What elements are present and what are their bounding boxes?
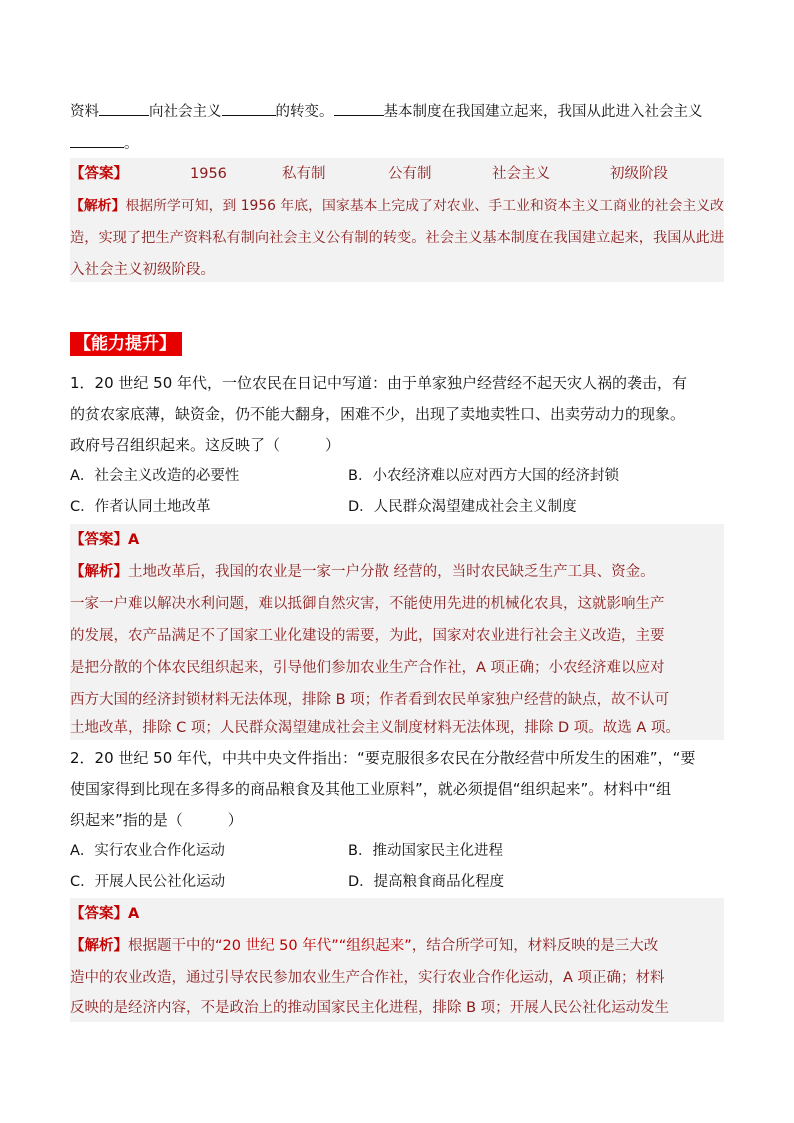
section-heading: 【能力提升】	[70, 332, 182, 356]
analysis-highlight: “20 世纪 50 年代”“组织起来”	[215, 938, 412, 954]
fill-blank	[222, 101, 276, 116]
q1-stem-line-1: 1．20 世纪 50 年代，一位农民在日记中写道：由于单家独户经营经不起天灾人祸的袭击，有	[70, 374, 688, 392]
q1-option-a: A．社会主义改造的必要性	[70, 468, 240, 484]
answer-item: 社会主义	[492, 166, 550, 182]
text-fragment: 的转变。	[275, 104, 334, 120]
q1-analysis-line-3: 的发展，农产品满足不了国家工业化建设的需要，为此，国家对农业进行社会主义改造，主要	[70, 628, 665, 644]
text-fragment: 向社会主义	[149, 104, 222, 120]
q1-analysis-line-1	[70, 562, 655, 582]
top-analysis-line-2: 造，实现了把生产资料私有制向社会主义公有制的转变。社会主义基本制度在我国建立起来，我国从此进	[70, 230, 725, 246]
q2-stem-line-2: 使国家得到比现在多得多的商品粮食及其他工业原料”，就必须提倡“组织起来”。材料中“组	[70, 780, 672, 798]
q2-option-b: B．推动国家民主化进程	[348, 843, 503, 859]
q2-answer-row	[70, 904, 139, 924]
answer-label: 【答案】	[70, 532, 128, 548]
question-fill-line-1	[70, 101, 703, 122]
analysis-label: 【解析】	[70, 198, 126, 214]
q2-analysis-line-1	[70, 936, 658, 956]
q1-option-b: B．小农经济难以应对西方大国的经济封锁	[348, 468, 619, 484]
q2-option-c: C．开展人民公社化运动	[70, 874, 226, 890]
text-fragment: 。	[124, 136, 139, 152]
q1-answer-row	[70, 530, 139, 550]
q1-analysis-line-5: 西方大国的经济封锁材料无法体现，排除 B 项；作者看到农民单家独户经营的缺点，故不认可	[70, 692, 670, 708]
analysis-label: 【解析】	[70, 564, 128, 580]
analysis-text: ，结合所学可知，材料反映的是三大改	[411, 938, 659, 954]
analysis-text: 根据所学可知，到 1956 年底，国家基本上完成了对农业、手工业和资本主义工商业的社会主义改	[125, 198, 724, 214]
analysis-text: 土地改革后，我国的农业是一家一户分散 经营的，当时农民缺乏生产工具、资金。	[128, 564, 655, 580]
fill-blank	[70, 133, 124, 148]
answer-value: A	[128, 532, 140, 548]
answer-item: 私有制	[282, 166, 326, 182]
q2-option-d: D．提高粮食商品化程度	[348, 874, 505, 890]
answer-item: 初级阶段	[610, 166, 668, 182]
answer-item: 公有制	[388, 166, 432, 182]
top-answer-row	[70, 164, 724, 184]
q1-analysis-line-2: 一家一户难以解决水利问题，难以抵御自然灾害，不能使用先进的机械化农具，这就影响生产	[70, 596, 665, 612]
answer-label: 【答案】	[70, 906, 128, 922]
q1-analysis-line-4: 是把分散的个体农民组织起来，引导他们参加农业生产合作社，A 项正确；小农经济难以应对	[70, 660, 665, 676]
text-fragment: 基本制度在我国建立起来，我国从此进入社会主义	[383, 104, 703, 120]
analysis-label: 【解析】	[70, 938, 128, 954]
analysis-text: 根据题干中的	[128, 938, 215, 954]
question-fill-line-2	[70, 133, 139, 154]
q1-option-d: D．人民群众渴望建成社会主义制度	[348, 499, 577, 515]
q1-stem-line-2: 的贫农家底薄，缺资金，仍不能大翻身，困难不少，出现了卖地卖牲口、出卖劳动力的现象。	[70, 405, 686, 423]
q2-stem-line-1: 2．20 世纪 50 年代，中共中央文件指出：“要克服很多农民在分散经营中所发生的困难”，“要	[70, 749, 696, 767]
q1-stem-line-3: 政府号召组织起来。这反映了（ ）	[70, 436, 341, 454]
q2-analysis-line-2: 造中的农业改造，通过引导农民参加农业生产合作社，实行农业合作化运动，A 项正确；材料	[70, 970, 665, 986]
answer-item: 1956	[190, 166, 227, 182]
top-analysis-line-3: 入社会主义初级阶段。	[70, 262, 215, 278]
q2-stem-line-3: 织起来”指的是（ ）	[70, 811, 243, 829]
q1-analysis-line-6: 土地改革，排除 C 项；人民群众渴望建成社会主义制度材料无法体现，排除 D 项。故选 A 项。	[70, 720, 680, 736]
q2-option-a: A．实行农业合作化运动	[70, 843, 225, 859]
q2-analysis-line-3: 反映的是经济内容，不是政治上的推动国家民主化进程，排除 B 项；开展人民公社化运动发生	[70, 1000, 670, 1016]
fill-blank	[334, 101, 384, 116]
answer-label: 【答案】	[70, 166, 128, 182]
answer-value: A	[128, 906, 140, 922]
q1-option-c: C．作者认同土地改革	[70, 499, 211, 515]
text-fragment: 资料	[70, 104, 99, 120]
top-analysis-line-1	[70, 196, 724, 216]
fill-blank	[99, 101, 149, 116]
